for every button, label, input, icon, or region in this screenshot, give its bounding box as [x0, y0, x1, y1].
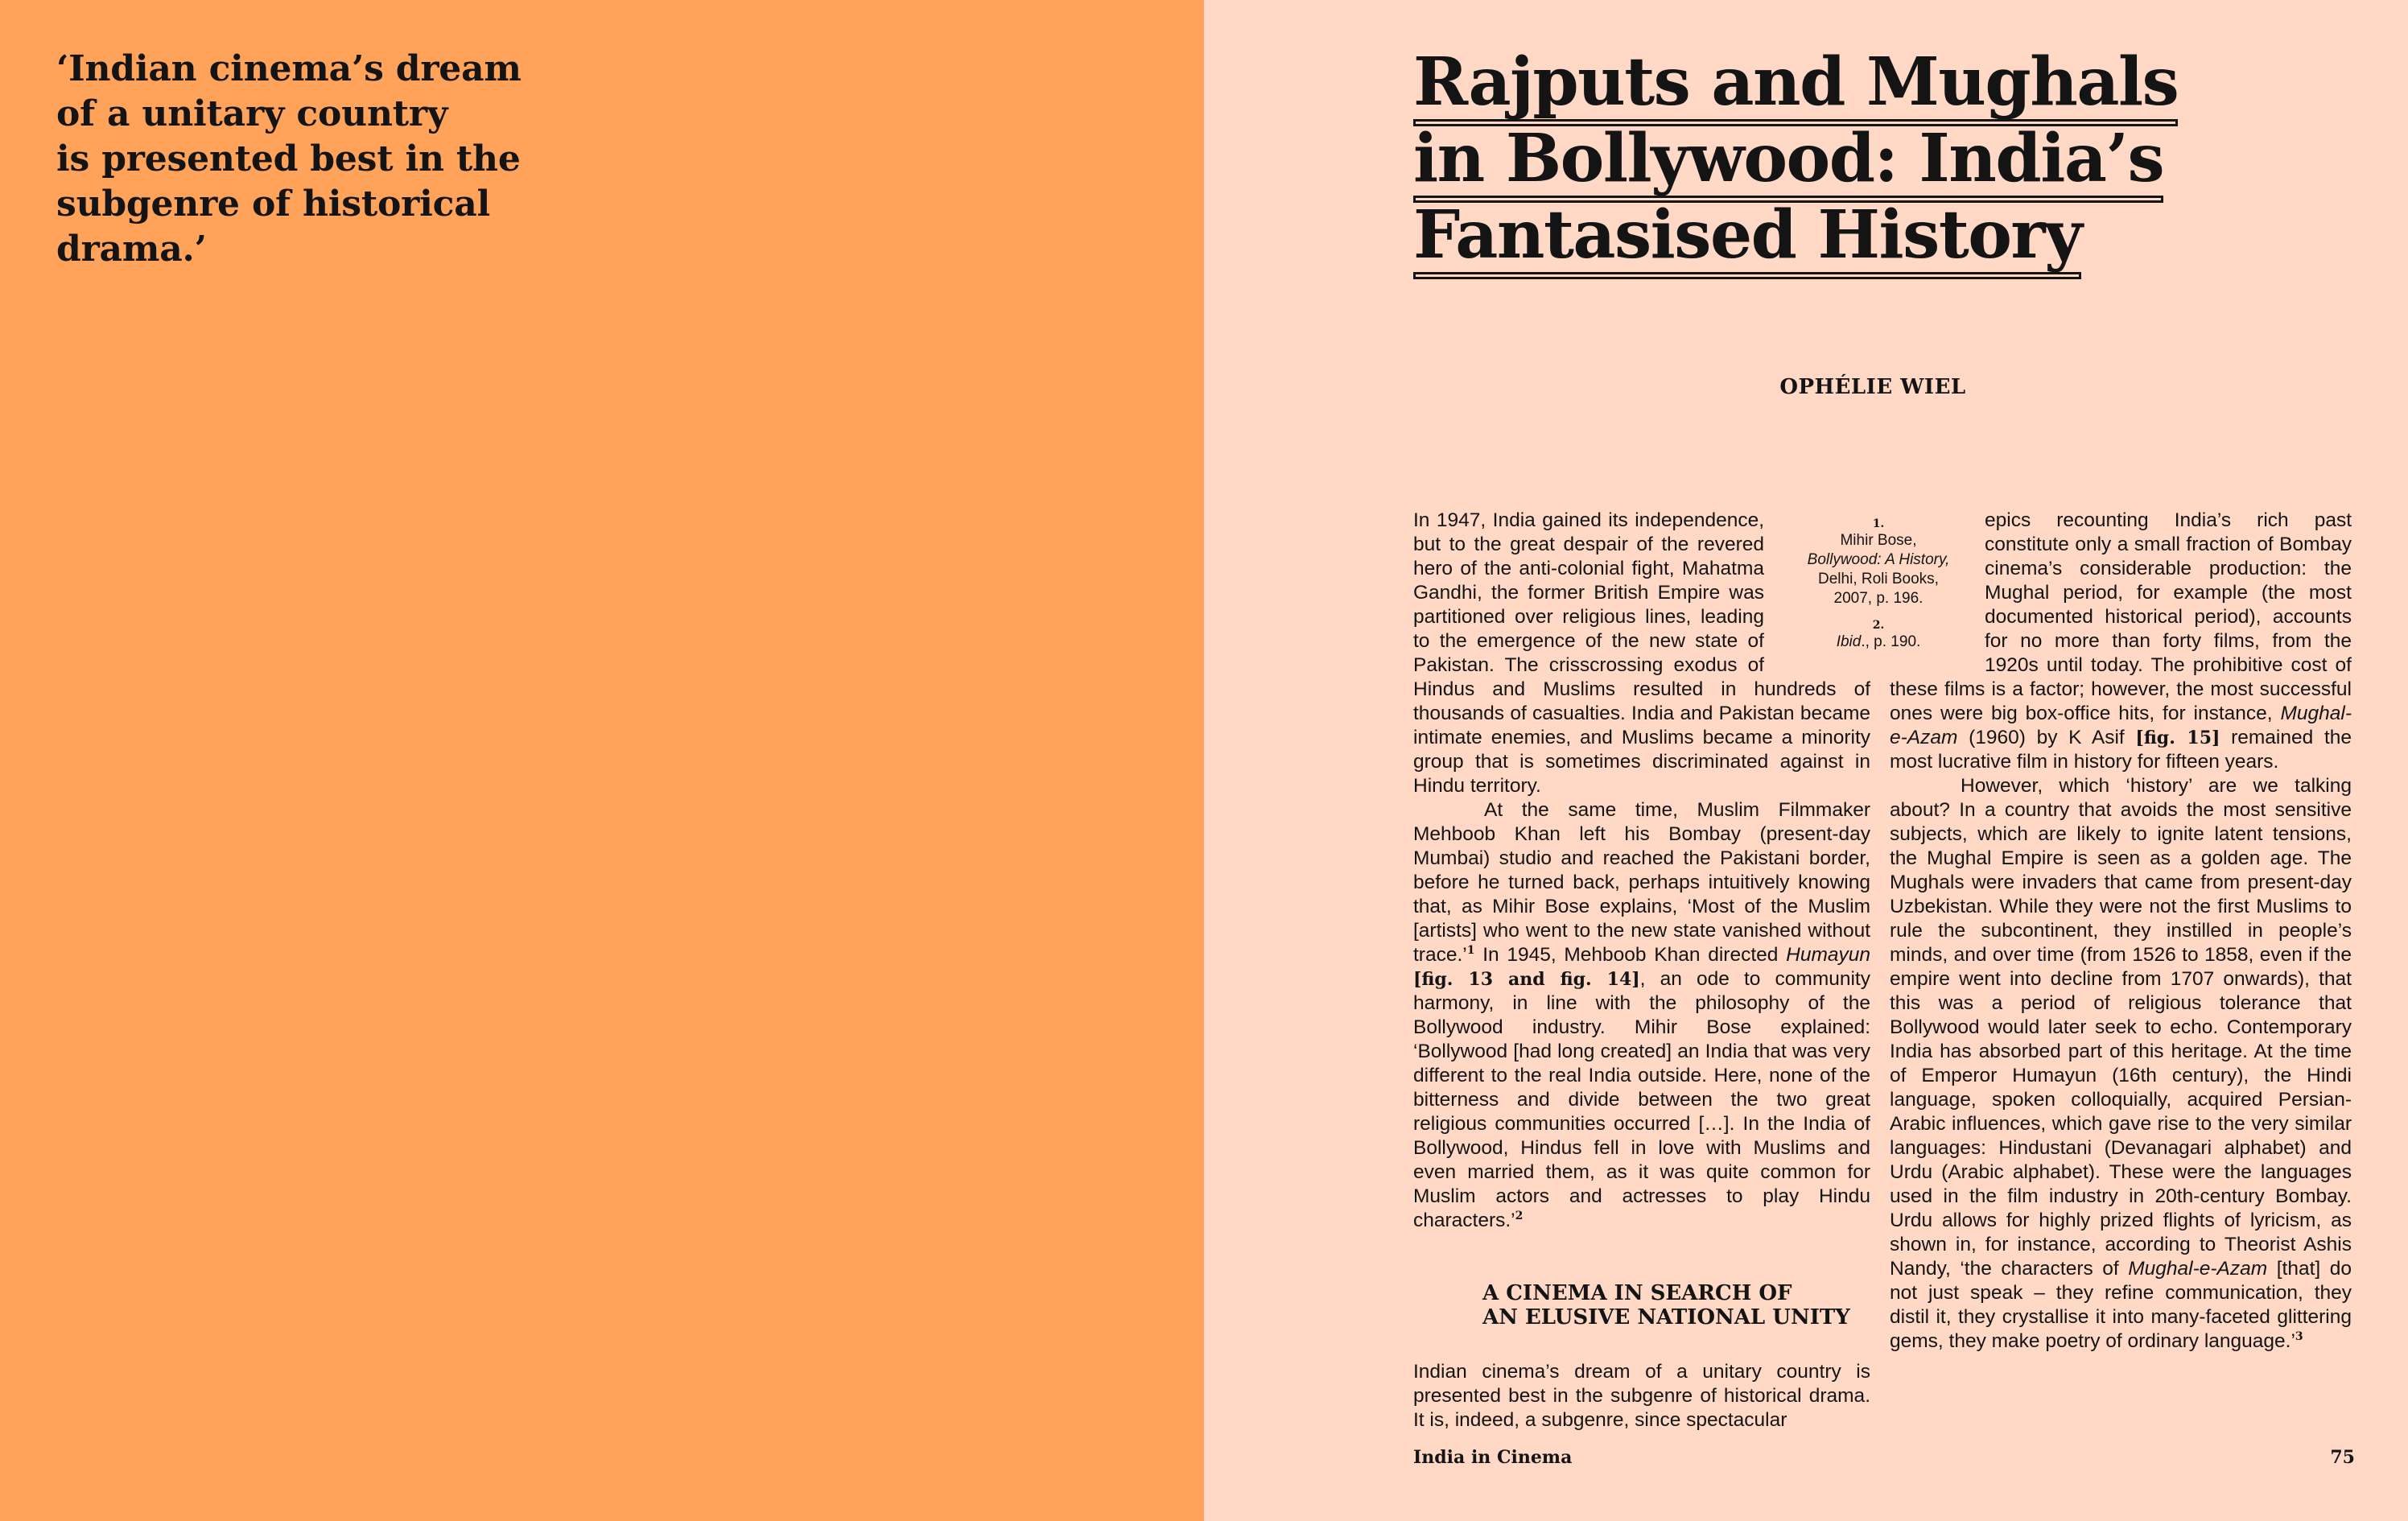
pull-quote-line: is presented best in the [56, 138, 521, 179]
pull-quote-line: subgenre of historical [56, 183, 491, 225]
page-number: 75 [2330, 1447, 2355, 1468]
body-paragraph: In 1947, India gained its independence, but to the great despair of the revered hero of the anti-colonial fight, Mahatma Gandhi, the former British Empire was partitioned over religious lines, leading to the emergence of the new state of Pakistan. The crisscrossing exodus of Hindus and Muslims resulted in hundreds of thousands of casualties. India and Pakistan became intimate enemies, and Muslims became a minority group that is sometimes discriminated against in Hindu territory. [1413, 509, 1870, 797]
running-title: India in Cinema [1413, 1447, 1573, 1468]
footnote-ref: 2 [1515, 1209, 1524, 1222]
body-text: [that] do not just speak – they refine communication, they distil it, they crystallise it into many-faceted glittering gems, they make poetry of ordinary language.’ [1890, 1258, 2352, 1352]
body-paragraph: Indian cinema’s dream of a unitary country is presented best in the subgenre of historical drama. It is, indeed, a subgenre, since spectacular [1413, 1361, 1870, 1431]
article-title [1413, 45, 2299, 274]
footnote-ibid: Ibid [1836, 633, 1862, 650]
subheading-line: AN ELUSIVE NATIONAL UNITY [1482, 1305, 1850, 1329]
footnote-book-title: Bollywood: A History, [1807, 551, 1950, 568]
title-line: Rajputs and Mughals [1413, 43, 2179, 121]
body-text: However, which ‘history’ are we talking about? In a country that avoids the most sensitive subjects, which are likely to ignite latent tensions, the Mughal Empire is seen as a golden age. The Mughals were invaders that came from present-day Uzbekistan. While they were not the first Muslims to rule the subcontinent, they instilled in people’s minds, and over time (from 1526 to 1858, even if the empire went into decline from 1707 onwards), that this was a period of religious tolerance that Bollywood would later seek to echo. Contemporary India has absorbed part of this heritage. At the time of Emperor Humayun (16th century), the Hindi language, spoken colloquially, acquired Persian-Arabic influences, which gave rise to the very similar languages: Hindustani (Devanagari alphabet) and Urdu (Arabic alphabet). These were the languages used in the film industry in 20th-century Bombay. Urdu allows for highly prized flights of lyricism, as shown in, for instance, according to Theorist Ashis Nandy, ‘the characters of [1890, 775, 2352, 1280]
body-paragraph [1413, 798, 1870, 1233]
footnote-text: 2007, p. 196. [1833, 590, 1924, 607]
pull-quote-line: drama.’ [56, 229, 207, 270]
section-subheading [1482, 1281, 1870, 1329]
footnote-text: Delhi, Roli Books, [1818, 571, 1939, 587]
pull-quote-line: ‘Indian cinema’s dream [56, 48, 522, 89]
film-title: Humayun [1786, 944, 1870, 966]
body-text: epics recounting India’s rich past constitute only a small fraction of Bombay cinema’s considerable production: the Mughal period, for example (the most documented historical period), accounts for no more than forty films, from the 1920s until today. The prohibitive cost of these films is a factor; however, the most successful ones were big box-office hits, for instance, [1890, 509, 2352, 724]
figure-ref: [fig. 13 and fig. 14] [1413, 969, 1640, 990]
subheading-line: A CINEMA IN SEARCH OF [1482, 1281, 1792, 1305]
body-text: remained the most lucrative film in history for fifteen years. [1890, 727, 2352, 773]
figure-ref: [fig. 15] [2135, 728, 2220, 748]
body-text: At the same time, Muslim Filmmaker Mehboob Khan left his Bombay (present-day Mumbai) studio and reached the Pakistani border, before he turned back, perhaps intuitively knowing that, as Mihir Bose explains, ‘Most of the Muslim [artists] who went to the new state vanished without trace.’ [1413, 799, 1870, 966]
footnote-ref: 3 [2295, 1329, 2303, 1343]
body-text: (1960) by K Asif [1957, 727, 2136, 748]
title-line: in Bollywood: India’s [1413, 120, 2164, 197]
body-text: In 1945, Mehboob Khan directed [1474, 944, 1787, 966]
body-text: , an ode to community harmony, in line with the philosophy of the Bollywood industry. Mihir Bose explained: ‘Bollywood [had long created] an India that was very different to the real India outside. Here, none of the bitterness and divide between the two great religious communities occurred […]. In the India of Bollywood, Hindus fell in love with Muslims and even married them, as it was quite common for Muslim actors and actresses to play Hindu characters.’ [1413, 968, 1870, 1231]
author-byline: OPHÉLIE WIEL [1779, 375, 1966, 399]
body-paragraph [1890, 774, 2352, 1354]
footnote-number: 1. [1872, 517, 1885, 530]
pull-quote [56, 47, 571, 272]
footnote-text: ., p. 190. [1861, 633, 1921, 650]
footnote-ref: 1 [1466, 943, 1475, 957]
footnote-gutter [1890, 509, 1985, 678]
pull-quote-line: of a unitary country [56, 93, 448, 134]
film-title: Mughal-e-Azam [1890, 703, 2352, 748]
text-column-right [1890, 509, 2352, 1354]
footnote-number: 2. [1872, 619, 1885, 632]
right-page [1204, 0, 2408, 1521]
title-line: Fantasised History [1413, 196, 2082, 274]
footnote-text: Mihir Bose, [1840, 532, 1917, 549]
film-title: Mughal-e-Azam [2128, 1258, 2268, 1280]
